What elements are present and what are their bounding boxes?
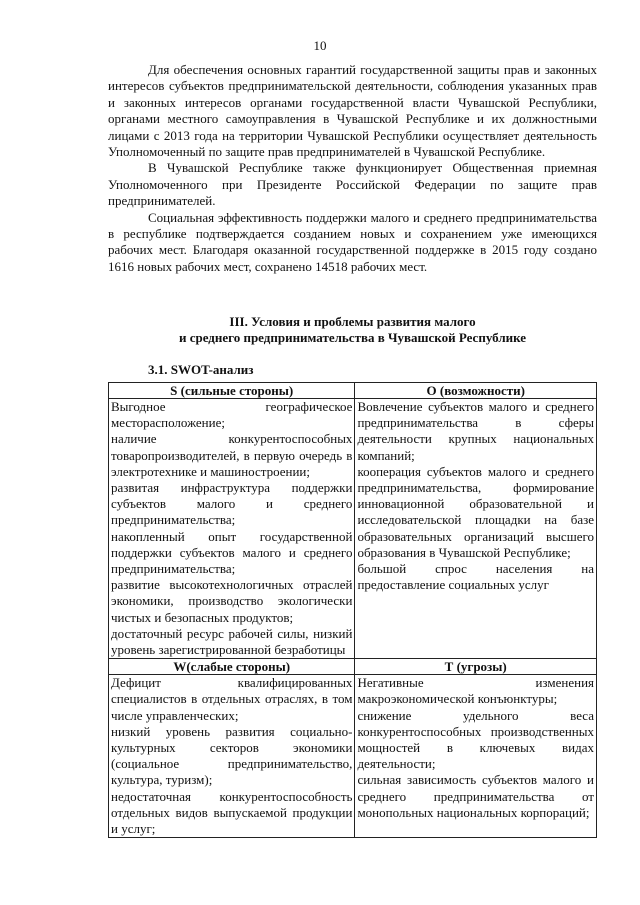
swot-content-row-bottom	[109, 675, 597, 838]
subsection-title: 3.1. SWOT-анализ	[148, 362, 254, 377]
opportunity-item: кооперация субъектов малого и среднего предпринимательства, формирование инновационной образовательной и исследовательской площадки на базе образовательных организаций высшего образования в Чувашской Республике;	[357, 463, 594, 560]
strengths-header: S (сильные стороны)	[109, 383, 355, 399]
threat-item: сильная зависимость субъектов малого и среднего предпринимательства от монопольных национальных корпораций;	[357, 772, 594, 820]
swot-header-row-top	[109, 383, 597, 399]
strengths-cell	[109, 399, 355, 659]
swot-content-row-top	[109, 399, 597, 659]
weaknesses-header: W(слабые стороны)	[109, 659, 355, 675]
body-text	[108, 62, 597, 275]
swot-table	[108, 382, 597, 838]
paragraph-social-efficiency: Социальная эффективность поддержки малого и среднего предпринимательства в республике подтверждается созданием новых и сохранением уже имеющихся рабочих мест. Благодаря оказанной государственной поддержке в 2015 году создано 1616 новых рабочих мест, сохранено 14518 рабочих мест.	[108, 209, 597, 274]
strength-item: Выгодное географическое месторасположение;	[111, 399, 353, 431]
page-number: 10	[313, 38, 327, 53]
threats-header: Т (угрозы)	[355, 659, 597, 675]
opportunity-item: Вовлечение субъектов малого и среднего предпринимательства в сферы деятельности крупных национальных компаний;	[357, 399, 594, 463]
weaknesses-cell	[109, 675, 355, 838]
weakness-item: недостаточная конкурентоспособность отдельных видов выпускаемой продукции и услуг;	[111, 788, 353, 837]
strength-item: достаточный ресурс рабочей силы, низкий уровень зарегистрированной безработицы	[111, 625, 353, 658]
strength-item: развитие высокотехнологичных отраслей экономики, производство экологически чистых и безопасных продуктов;	[111, 577, 353, 625]
section-title-line-2: и среднего предпринимательства в Чувашской Республике	[178, 330, 527, 346]
paragraph-ombudsman: Для обеспечения основных гарантий государственной защиты прав и законных интересов субъектов предпринимательской деятельности, соблюдения указанных прав и законных интересов органами государственной власти Чувашской Республики, органами местного самоуправления в Чувашской Республике и их должностными лицами с 2013 года на территории Чувашской Республики осуществляет деятельность Уполномоченный по защите прав предпринимателей в Чувашской Республике.	[108, 62, 597, 160]
weakness-item: Дефицит квалифицированных специалистов в отдельных отраслях, в том числе управленческих;	[111, 675, 353, 723]
section-title-line-1: III. Условия и проблемы развития малого	[229, 314, 476, 329]
paragraph-public-reception: В Чувашской Республике также функционирует Общественная приемная Уполномоченного при Президенте Российской Федерации по защите прав предпринимателей.	[108, 160, 597, 209]
swot-header-row-bottom	[109, 659, 597, 675]
weakness-item: низкий уровень развития социально-культурных секторов экономики (социальное предпринимательство, культура, туризм);	[111, 723, 353, 788]
threats-cell	[355, 675, 597, 838]
opportunity-item: большой спрос населения на предоставление социальных услуг	[357, 561, 594, 593]
strength-item: развитая инфраструктура поддержки субъектов малого и среднего предпринимательства;	[111, 480, 353, 528]
threat-item: Негативные изменения макроэкономической конъюнктуры;	[357, 675, 594, 707]
opportunities-header: О (возможности)	[355, 383, 597, 399]
threat-item: снижение удельного веса конкурентоспособных производственных мощностей в ключевых видах деятельности;	[357, 707, 594, 772]
section-title	[108, 314, 597, 347]
opportunities-cell	[355, 399, 597, 659]
strength-item: наличие конкурентоспособных товаропроизводителей, в первую очередь в электротехнике и машиностроении;	[111, 431, 353, 479]
strength-item: накопленный опыт государственной поддержки субъектов малого и среднего предпринимательства;	[111, 528, 353, 577]
